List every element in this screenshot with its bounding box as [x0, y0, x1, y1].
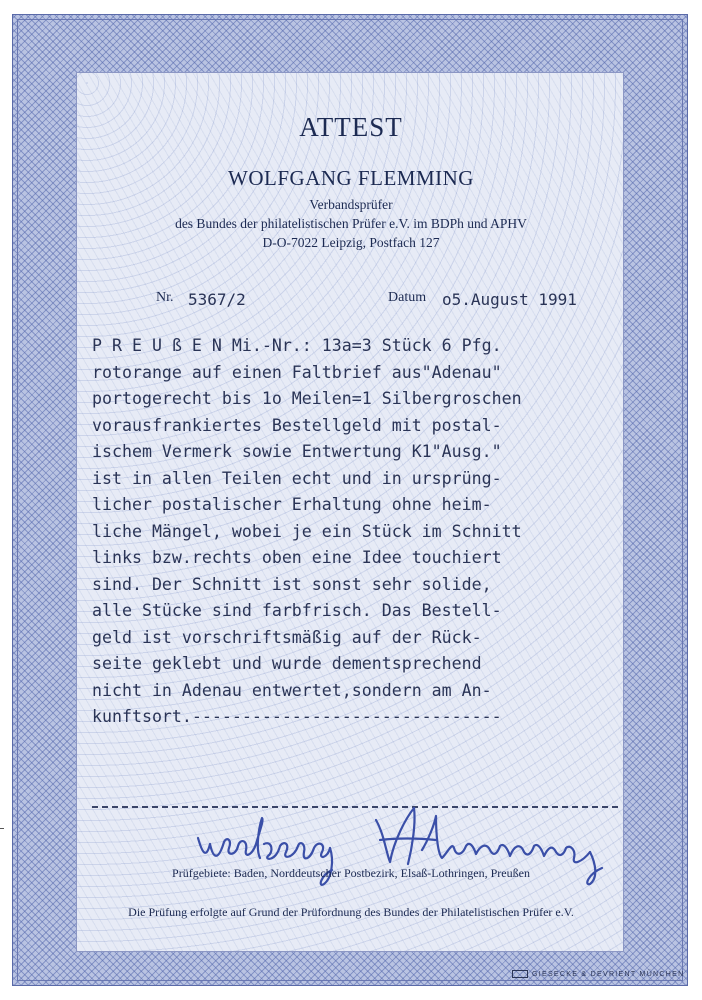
examiner-address: D-O-7022 Leipzig, Postfach 127 [262, 235, 440, 250]
margin-tick [0, 828, 4, 829]
body-line: geld ist vorschriftsmäßig auf der Rück- [92, 627, 482, 647]
certificate-title: ATTEST [299, 112, 403, 142]
examination-areas: Prüfgebiete: Baden, Norddeutscher Postbezirk, Elsaß-Lothringen, Preußen [172, 866, 530, 880]
body-line: kunftsort.------------------------------- [92, 707, 502, 726]
body-line: links bzw.rechts oben eine Idee touchiert [92, 548, 502, 567]
printer-logo-icon [512, 970, 528, 978]
number-label: Nr. [156, 290, 174, 305]
body-line: ischem Vermerk sowie Entwertung K1"Ausg." [92, 442, 502, 461]
certificate-body-text [92, 333, 692, 731]
examiner-role: Verbandsprüfer [309, 197, 393, 212]
body-line: ist in allen Teilen echt und in ursprüng- [92, 468, 502, 488]
body-line: licher postalischer Erhaltung ohne heim- [92, 495, 492, 514]
body-line: nicht in Adenau entwertet,sondern am An- [92, 680, 492, 700]
body-line: alle Stücke sind farbfrisch. Das Bestell- [92, 601, 502, 620]
number-value: 5367/2 [188, 290, 246, 309]
printer-name: GIESECKE & DEVRIENT MÜNCHEN [532, 970, 685, 978]
body-line: liche Mängel, wobei je ein Stück im Schnitt [92, 521, 522, 541]
body-line: vorausfrankiertes Bestellgeld mit postal- [92, 415, 502, 435]
examiner-name: WOLFGANG FLEMMING [228, 166, 474, 190]
printer-imprint [512, 970, 684, 978]
body-line: rotorange auf einen Faltbrief aus"Adenau" [92, 362, 502, 382]
date-value: o5.August 1991 [442, 290, 577, 309]
examination-footer: Die Prüfung erfolgte auf Grund der Prüfordnung des Bundes der Philatelistischen Prüfer e.V. [128, 905, 574, 919]
body-line: seite geklebt und wurde dementsprechend [92, 654, 482, 673]
body-line: portogerecht bis 1o Meilen=1 Silbergroschen [92, 389, 522, 408]
examiner-association: des Bundes der philatelistischen Prüfer e.V. im BDPh und APHV [175, 216, 527, 231]
date-label: Datum [388, 290, 427, 305]
body-line: P R E U ß E N Mi.-Nr.: 13a=3 Stück 6 Pfg. [92, 336, 502, 355]
body-line: sind. Der Schnitt ist sonst sehr solide, [92, 574, 492, 594]
